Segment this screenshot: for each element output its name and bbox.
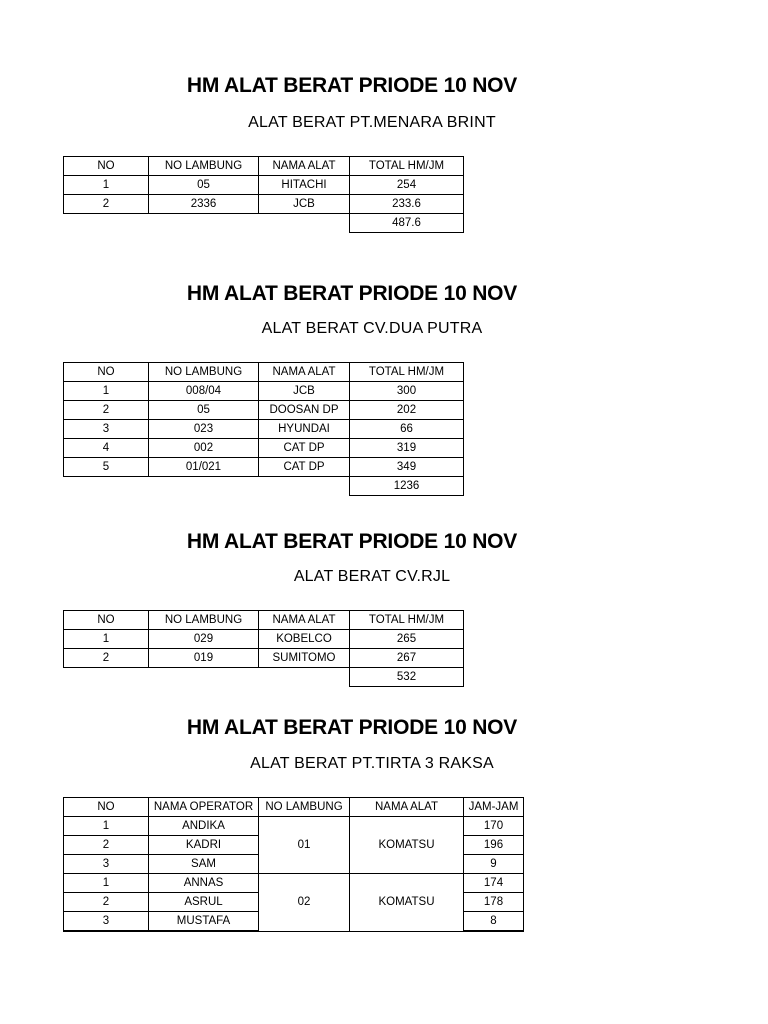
cell-nama-alat: DOOSAN DP	[259, 401, 350, 420]
cell-no: 1	[64, 874, 149, 893]
blank-cell	[149, 668, 259, 687]
header-no: NO	[64, 611, 149, 630]
cell-nama-alat: JCB	[259, 195, 350, 214]
cell-total: 233.6	[350, 195, 464, 214]
cell-no: 2	[64, 195, 149, 214]
table-row	[64, 195, 464, 214]
grand-total: 1236	[350, 477, 464, 496]
cell-no-lambung: 05	[149, 401, 259, 420]
cell-nama-alat: KOBELCO	[259, 630, 350, 649]
cell-no: 2	[64, 401, 149, 420]
section-1-table	[63, 156, 464, 233]
cell-jam: 8	[464, 912, 524, 932]
cell-no: 3	[64, 855, 149, 874]
table-row	[64, 817, 524, 836]
blank-cell	[64, 668, 149, 687]
table-row	[64, 649, 464, 668]
grand-total: 532	[350, 668, 464, 687]
cell-no-lambung: 002	[149, 439, 259, 458]
cell-total: 202	[350, 401, 464, 420]
cell-nama-alat: CAT DP	[259, 439, 350, 458]
cell-nama-alat: HITACHI	[259, 176, 350, 195]
cell-no-lambung: 01	[259, 817, 350, 874]
blank-cell	[259, 477, 350, 496]
cell-no-lambung: 01/021	[149, 458, 259, 477]
cell-nama-alat: KOMATSU	[350, 874, 464, 932]
table-row	[64, 874, 524, 893]
cell-no: 1	[64, 817, 149, 836]
section-2-title: HM ALAT BERAT PRIODE 10 NOV	[186, 282, 518, 305]
table-header-row	[64, 798, 524, 817]
cell-jam: 170	[464, 817, 524, 836]
cell-nama-alat: SUMITOMO	[259, 649, 350, 668]
cell-jam: 9	[464, 855, 524, 874]
section-4-subtitle: ALAT BERAT PT.TIRTA 3 RAKSA	[250, 755, 494, 772]
table-row	[64, 439, 464, 458]
table-row	[64, 401, 464, 420]
header-nama-alat: NAMA ALAT	[259, 157, 350, 176]
cell-total: 319	[350, 439, 464, 458]
total-row	[64, 214, 464, 233]
blank-cell	[64, 477, 149, 496]
cell-no: 1	[64, 382, 149, 401]
cell-no-lambung: 008/04	[149, 382, 259, 401]
cell-total: 267	[350, 649, 464, 668]
cell-no: 1	[64, 630, 149, 649]
cell-no-lambung: 029	[149, 630, 259, 649]
table-row	[64, 176, 464, 195]
cell-nama-alat: HYUNDAI	[259, 420, 350, 439]
table-header-row	[64, 157, 464, 176]
table-row	[64, 458, 464, 477]
table-row	[64, 630, 464, 649]
cell-no: 5	[64, 458, 149, 477]
header-total: TOTAL HM/JM	[350, 363, 464, 382]
cell-nama-alat: CAT DP	[259, 458, 350, 477]
cell-nama-alat: JCB	[259, 382, 350, 401]
cell-operator: ASRUL	[149, 893, 259, 912]
total-row	[64, 668, 464, 687]
table-header-row	[64, 611, 464, 630]
header-nama-alat: NAMA ALAT	[259, 363, 350, 382]
cell-no-lambung: 019	[149, 649, 259, 668]
grand-total: 487.6	[350, 214, 464, 233]
header-jam-jam: JAM-JAM	[464, 798, 524, 817]
cell-operator: MUSTAFA	[149, 912, 259, 932]
blank-cell	[149, 214, 259, 233]
section-3-subtitle: ALAT BERAT CV.RJL	[293, 568, 451, 585]
cell-no-lambung: 2336	[149, 195, 259, 214]
cell-total: 349	[350, 458, 464, 477]
table-row	[64, 420, 464, 439]
section-1-subtitle: ALAT BERAT PT.MENARA BRINT	[248, 114, 496, 131]
header-no: NO	[64, 363, 149, 382]
cell-jam: 196	[464, 836, 524, 855]
cell-total: 265	[350, 630, 464, 649]
cell-no: 3	[64, 912, 149, 932]
cell-no: 2	[64, 893, 149, 912]
blank-cell	[64, 214, 149, 233]
cell-no-lambung: 023	[149, 420, 259, 439]
header-total: TOTAL HM/JM	[350, 157, 464, 176]
section-3-table	[63, 610, 464, 687]
cell-no-lambung: 05	[149, 176, 259, 195]
section-1-title: HM ALAT BERAT PRIODE 10 NOV	[186, 74, 518, 97]
cell-operator: ANDIKA	[149, 817, 259, 836]
table-row	[64, 382, 464, 401]
header-no: NO	[64, 157, 149, 176]
cell-no-lambung: 02	[259, 874, 350, 932]
cell-nama-alat: KOMATSU	[350, 817, 464, 874]
cell-no: 2	[64, 649, 149, 668]
section-2-subtitle: ALAT BERAT CV.DUA PUTRA	[261, 320, 483, 337]
blank-cell	[259, 214, 350, 233]
section-4-title: HM ALAT BERAT PRIODE 10 NOV	[186, 716, 518, 739]
header-nama-operator: NAMA OPERATOR	[149, 798, 259, 817]
cell-operator: ANNAS	[149, 874, 259, 893]
header-no-lambung: NO LAMBUNG	[149, 363, 259, 382]
cell-operator: SAM	[149, 855, 259, 874]
cell-no: 3	[64, 420, 149, 439]
section-4-table	[63, 797, 524, 932]
cell-total: 300	[350, 382, 464, 401]
total-row	[64, 477, 464, 496]
cell-total: 254	[350, 176, 464, 195]
cell-total: 66	[350, 420, 464, 439]
section-3-title: HM ALAT BERAT PRIODE 10 NOV	[186, 530, 518, 553]
table-header-row	[64, 363, 464, 382]
header-no-lambung: NO LAMBUNG	[149, 611, 259, 630]
cell-jam: 178	[464, 893, 524, 912]
header-total: TOTAL HM/JM	[350, 611, 464, 630]
blank-cell	[149, 477, 259, 496]
cell-no: 2	[64, 836, 149, 855]
section-2-table	[63, 362, 464, 496]
header-no-lambung: NO LAMBUNG	[259, 798, 350, 817]
header-nama-alat: NAMA ALAT	[259, 611, 350, 630]
blank-cell	[259, 668, 350, 687]
cell-no: 1	[64, 176, 149, 195]
cell-jam: 174	[464, 874, 524, 893]
cell-operator: KADRI	[149, 836, 259, 855]
header-no-lambung: NO LAMBUNG	[149, 157, 259, 176]
header-no: NO	[64, 798, 149, 817]
cell-no: 4	[64, 439, 149, 458]
header-nama-alat: NAMA ALAT	[350, 798, 464, 817]
